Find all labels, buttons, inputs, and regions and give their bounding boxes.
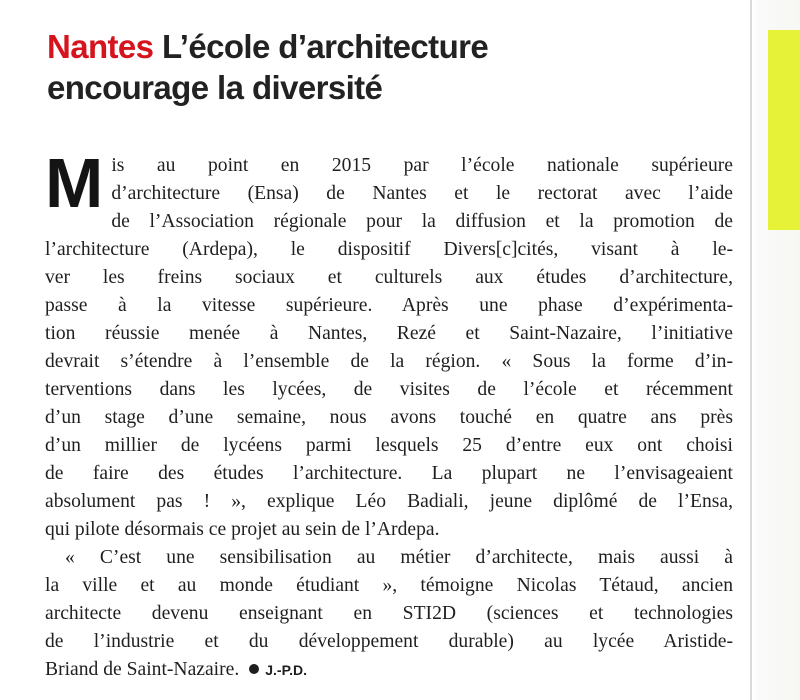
text-line: d’architecture (Ensa) de Nantes et le rectorat avec l’aide — [111, 183, 733, 204]
text-line: d’un stage d’une semaine, nous avons touché en quatre ans près — [45, 407, 733, 428]
text-line: l’architecture (Ardepa), le dispositif Divers[c]cités, visant à le- — [45, 239, 733, 260]
text-line: qui pilote désormais ce projet au sein de l’Ardepa. — [45, 519, 440, 540]
text-line: Briand de Saint-Nazaire. — [45, 659, 240, 680]
headline — [47, 26, 737, 108]
text-line: is au point en 2015 par l’école nationale supérieure — [111, 155, 733, 176]
text-line: passe à la vitesse supérieure. Après une phase d’expérimenta- — [45, 295, 733, 316]
headline-title-line1: L’école d’architecture — [162, 28, 489, 65]
paragraph-1 — [45, 144, 733, 544]
paragraph-2 — [45, 544, 733, 684]
text-line: de l’industrie et du développement durable) au lycée Aristide- — [45, 631, 733, 652]
headline-title-line2: encourage la diversité — [47, 69, 383, 106]
text-line: tion réussie menée à Nantes, Rezé et Saint-Nazaire, l’initiative — [45, 323, 733, 344]
text-line: la ville et au monde étudiant », témoigne Nicolas Tétaud, ancien — [45, 575, 733, 596]
article-body — [45, 144, 733, 684]
text-line: de faire des études l’architecture. La plupart ne l’envisageaient — [45, 463, 733, 484]
text-line: ver les freins sociaux et culturels aux études d’architecture, — [45, 267, 733, 288]
headline-kicker: Nantes — [47, 28, 154, 65]
text-line: « C’est une sensibilisation au métier d’architecte, mais aussi à — [65, 547, 733, 568]
drop-cap: M — [45, 144, 104, 222]
final-line — [45, 656, 733, 684]
text-line: devrait s’étendre à l’ensemble de la région. « Sous la forme d’in- — [45, 351, 733, 372]
text-line: absolument pas ! », explique Léo Badiali, jeune diplômé de l’Ensa, — [45, 491, 733, 512]
accent-bar — [768, 30, 800, 230]
author-signature: J.-P.D. — [265, 662, 307, 678]
text-line: terventions dans les lycées, de visites de l’école et récemment — [45, 379, 733, 400]
text-line: d’un millier de lycéens parmi lesquels 25 d’entre eux ont choisi — [45, 435, 733, 456]
end-bullet-icon — [249, 664, 259, 674]
text-line: architecte devenu enseignant en STI2D (sciences et technologies — [45, 603, 733, 624]
text-line: de l’Association régionale pour la diffusion et la promotion de — [111, 211, 733, 232]
